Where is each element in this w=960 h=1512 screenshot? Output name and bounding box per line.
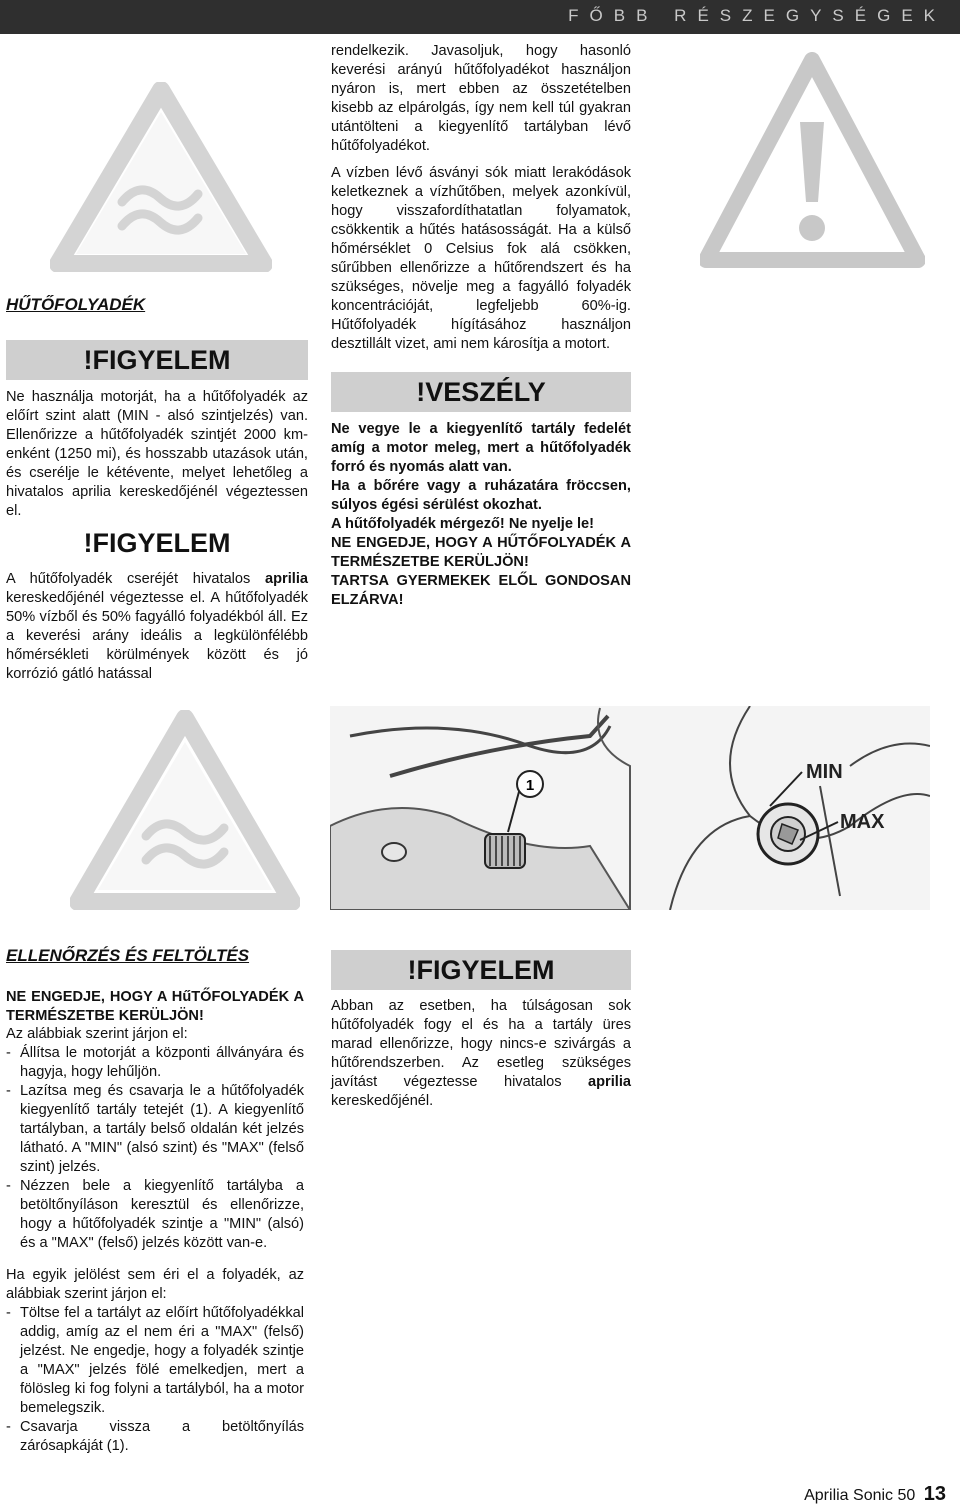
brand-name: aprilia — [265, 571, 308, 587]
warning-label-2: !FIGYELEM — [83, 528, 231, 558]
callout-number: 1 — [525, 777, 535, 794]
danger-line-4: NE ENGEDJE, HOGY A HŰTŐFOLYADÉK A TERMÉSZETBE KERÜLJÖN! — [331, 535, 631, 570]
danger-text — [331, 420, 631, 610]
warning-text-3-a: Abban az esetben, ha túlságosan sok hűtőfolyadék fogy el és ha a tartály üres marad ellenőrizze, hogy nincs-e szivárgás a hűtőrendszerben. Az esetleg szükséges javítást végeztesse hivatalos — [331, 998, 631, 1090]
refill-step-1: - Töltse fel a tartályt az előírt hűtőfolyadékkal addig, amíg az el nem éri a "MAX" (felső) jelzést. Ne engedje, hogy a folyadék szintje a "MAX" jelzés fölé emelkedjen, mert a fölösleg ki fog folyni a tartályból, ha a motor bemelegszik. — [6, 1304, 304, 1418]
refill-steps — [6, 1304, 304, 1456]
refill-procedure — [6, 1266, 304, 1456]
danger-line-3: A hűtőfolyadék mérgező! Ne nyelje le! — [331, 516, 595, 532]
warning-text-2 — [6, 570, 308, 684]
refill-step-2: - Csavarja vissza a betöltőnyílás zárósapkáját (1). — [6, 1418, 304, 1456]
refill-intro: Ha egyik jelölést sem éri el a folyadék, az alábbiak szerint járjon el: — [6, 1267, 304, 1302]
danger-line-5: TARTSA GYERMEKEK ELŐL GONDOSAN ELZÁRVA! — [331, 573, 631, 608]
coolant-warning-triangle-icon-2 — [70, 710, 300, 910]
mineral-deposits-paragraph: A vízben lévő ásványi sók miatt lerakódások keletkeznek a vízhűtőben, melyek azonkívül, hogy visszafordíthatatlan folyamatok, csökkentik a hűtés hatásosságát. Ha a külső hőmérséklet 0 Celsius fok alá csökken, sűrűbben ellenőrizze a hűtőrendszert és ha szükséges, növelje meg a fagyálló folyadék koncentrációját, legfeljebb 60%-ig. Hűtőfolyadék hígításához használjon desztillált vizet, ami nem károsítja a motort. — [331, 165, 631, 352]
danger-line-2: Ha a bőrére vagy a ruházatára fröccsen, súlyos égési sérülést okozhat. — [331, 478, 631, 513]
section-header-title: FŐBB RÉSZEGYSÉGEK — [568, 6, 946, 25]
warning-banner-3: !FIGYELEM — [331, 950, 631, 990]
page-header — [0, 0, 960, 34]
min-label: MIN — [806, 761, 843, 783]
section-title-coolant: HŰTŐFOLYADÉK — [6, 295, 146, 314]
danger-banner: !VESZÉLY — [331, 372, 631, 412]
coolant-warning-triangle-icon — [50, 82, 272, 272]
brand-name-2: aprilia — [588, 1074, 631, 1090]
coolant-tank-illustration — [330, 706, 930, 910]
warning-banner-1: !FIGYELEM — [6, 340, 308, 380]
warning-text-2-b: kereskedőjénél végeztesse el. A hűtőfolyadék 50% vízből és 50% fagyálló folyadékból áll. Ez a keverési arány ideális a legkülönfélébb hőmérsékleti körülmények között és jó korrózió gátló hatással — [6, 590, 308, 682]
warning-text-3-b: kereskedőjénél. — [331, 1093, 434, 1109]
footer-model: Sonic 50 — [853, 1487, 916, 1504]
max-label: MAX — [840, 811, 885, 833]
check-step-1: - Állítsa le motorját a központi állványára és hagyja, hogy lehűljön. — [6, 1044, 304, 1082]
check-procedure — [6, 1025, 304, 1253]
section-title-check: ELLENŐRZÉS ÉS FELTÖLTÉS — [6, 946, 250, 965]
warning-text-2-a: A hűtőfolyadék cseréjét hivatalos — [6, 571, 265, 587]
danger-line-1: Ne vegye le a kiegyenlítő tartály fedelét amíg a motor meleg, mert a hűtőfolyadék forró és nyomás alatt van. — [331, 421, 631, 475]
check-warning: NE ENGEDJE, HOGY A HűTŐFOLYADÉK A TERMÉSZETBE KERÜLJÖN! — [6, 989, 304, 1024]
coolant-mix-paragraph: rendelkezik. Javasoljuk, hogy hasonló keverési arányú hűtőfolyadékot használjon nyáron is, mert ebben az összetételben kisebb az elpárolgás, így nem kell túl gyakran utántölteni a kiegyenlítő tartályban lévő hűtőfolyadékot. — [331, 43, 631, 154]
check-step-3: - Nézzen bele a kiegyenlítő tartályba a betöltőnyíláson keresztül és ellenőrizze, hogy a hűtőfolyadék szintje a "MIN" (alsó) és a "MAX" (felső) jelzés között van-e. — [6, 1177, 304, 1253]
check-step-2: - Lazítsa meg és csavarja le a hűtőfolyadék kiegyenlítő tartály tetejét (1). A kiegyenlítő tartályban, a tartály belső oldalán két jelzés látható. A "MIN" (alsó szint) és "MAX" (felső szint) jelzés. — [6, 1082, 304, 1177]
check-intro: Az alábbiak szerint járjon el: — [6, 1026, 188, 1042]
footer-brand: Aprilia — [804, 1487, 849, 1504]
warning-text-3 — [331, 997, 631, 1111]
page-footer — [804, 1483, 946, 1506]
warning-text-1-body: Ne használja motorját, ha a hűtőfolyadék az előírt szint alatt (MIN - alsó szintjelzés) van. Ellenőrizze a hűtőfolyadék szintjét 2000 km-enként (1250 mi), és hosszabb utazások után, és cserélje le kétévente, melyet lehetőleg a hivatalos aprilia kereskedőjénél végeztessen el. — [6, 389, 308, 519]
check-steps — [6, 1044, 304, 1253]
exclamation-warning-triangle-icon — [700, 52, 925, 270]
page-number: 13 — [923, 1483, 946, 1505]
